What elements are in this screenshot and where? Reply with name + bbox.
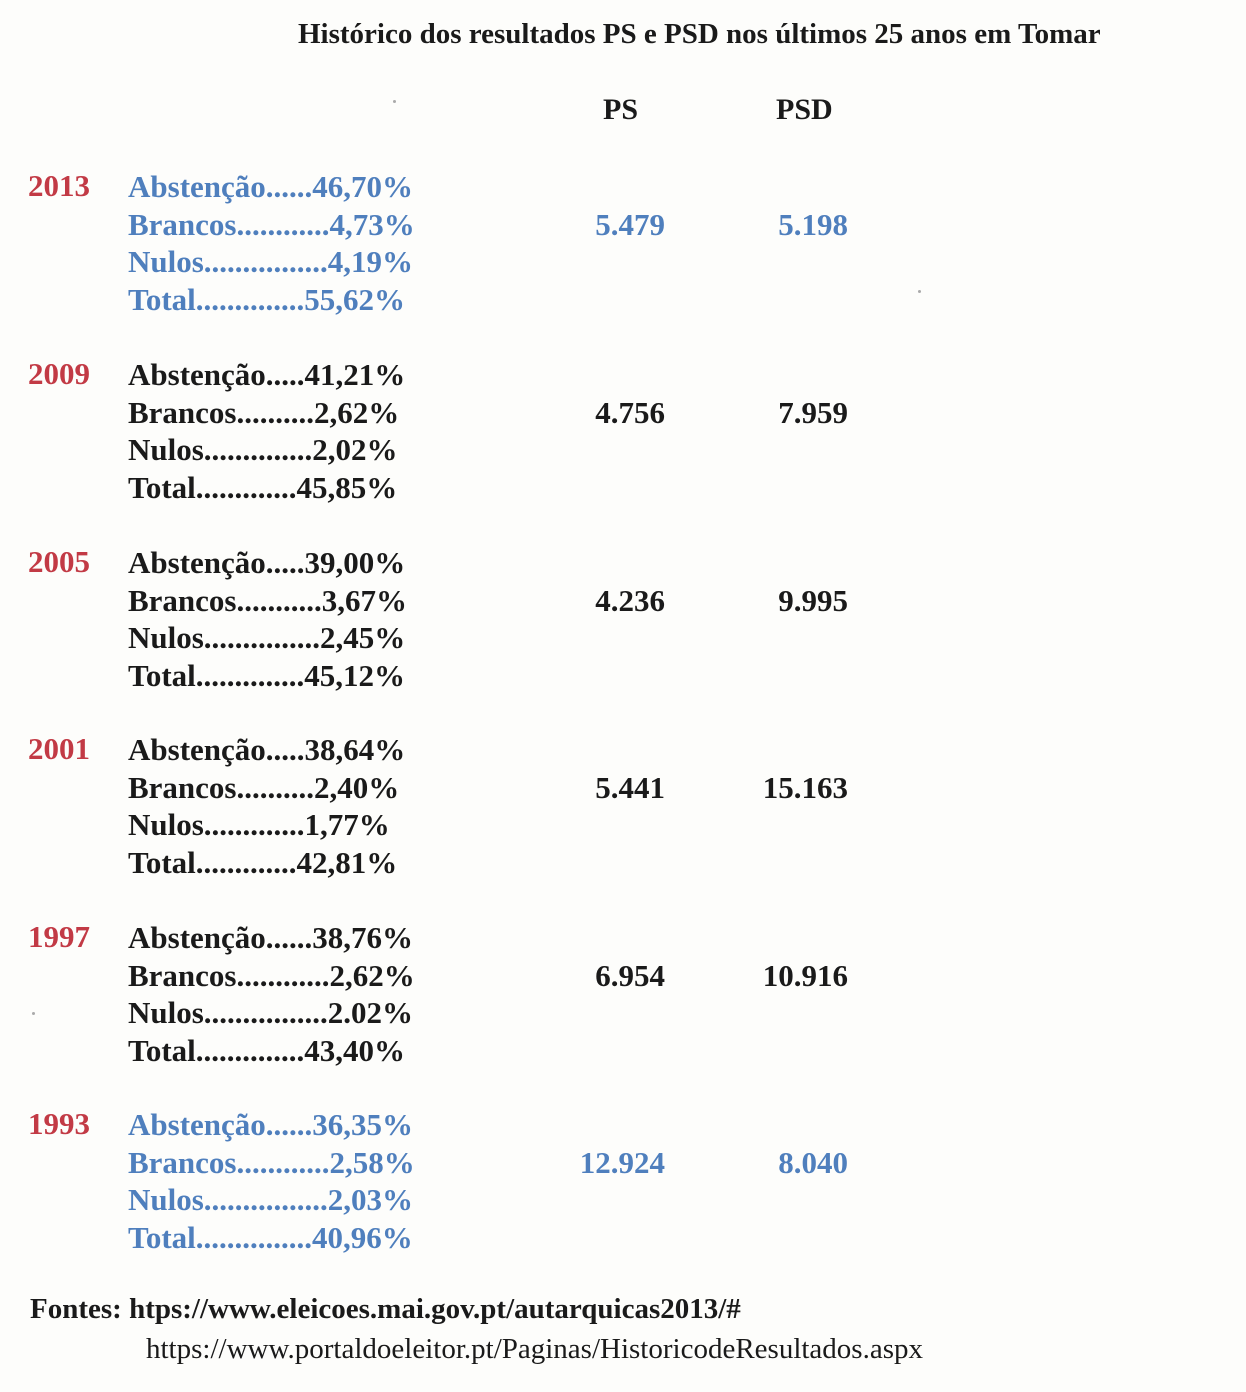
ps-votes: 4.236 [595, 582, 665, 618]
column-header-psd: PSD [776, 93, 833, 126]
nulos-stat: Nulos.............1,77% [128, 807, 390, 843]
total-stat: Total...............40,96% [128, 1219, 413, 1255]
election-block [0, 919, 1246, 1079]
abstencao-stat: Abstenção.....41,21% [128, 357, 406, 392]
ps-votes: 6.954 [595, 957, 665, 993]
psd-votes: 5.198 [778, 206, 848, 242]
brancos-stat: Brancos............2,58% [128, 1144, 415, 1180]
stats-list [128, 731, 448, 881]
sources-label: Fontes: [30, 1293, 122, 1325]
psd-votes: 9.995 [778, 582, 848, 618]
scan-speck [918, 290, 921, 293]
brancos-stat: Brancos............4,73% [128, 206, 415, 242]
stats-list [128, 1106, 448, 1256]
abstencao-stat: Abstenção......46,70% [128, 169, 414, 204]
psd-votes: 8.040 [778, 1144, 848, 1180]
brancos-stat: Brancos...........3,67% [128, 582, 407, 618]
source-link-2[interactable]: https://www.portaldoeleitor.pt/Paginas/HistoricodeResultados.aspx [146, 1333, 923, 1365]
ps-votes: 5.441 [595, 769, 665, 805]
election-year: 2001 [28, 731, 90, 766]
election-year: 1997 [28, 919, 90, 954]
nulos-stat: Nulos...............2,45% [128, 620, 406, 656]
total-stat: Total..............55,62% [128, 281, 406, 317]
election-block [0, 544, 1246, 704]
abstencao-stat: Abstenção......38,76% [128, 920, 414, 955]
brancos-stat: Brancos..........2,62% [128, 394, 400, 430]
brancos-stat: Brancos............2,62% [128, 957, 415, 993]
total-stat: Total.............45,85% [128, 469, 398, 505]
psd-votes: 15.163 [762, 769, 848, 805]
sources [30, 1293, 923, 1365]
scan-speck [32, 1012, 35, 1015]
ps-votes: 12.924 [579, 1144, 665, 1180]
election-year: 2005 [28, 544, 90, 579]
election-block [0, 168, 1246, 328]
abstencao-stat: Abstenção.....38,64% [128, 732, 406, 767]
nulos-stat: Nulos................2.02% [128, 995, 414, 1031]
total-stat: Total..............45,12% [128, 657, 406, 693]
total-stat: Total.............42,81% [128, 844, 398, 880]
psd-votes: 10.916 [762, 957, 848, 993]
ps-votes: 5.479 [595, 206, 665, 242]
election-block [0, 356, 1246, 516]
nulos-stat: Nulos................2,03% [128, 1182, 414, 1218]
stats-list [128, 168, 448, 318]
abstencao-stat: Abstenção.....39,00% [128, 545, 406, 580]
stats-list [128, 356, 448, 506]
page-title: Histórico dos resultados PS e PSD nos últimos 25 anos em Tomar [298, 18, 1101, 50]
column-header-ps: PS [603, 93, 639, 126]
scan-speck [393, 100, 396, 103]
election-block [0, 1106, 1246, 1266]
brancos-stat: Brancos..........2,40% [128, 769, 400, 805]
election-year: 1993 [28, 1106, 90, 1141]
nulos-stat: Nulos................4,19% [128, 244, 414, 280]
nulos-stat: Nulos..............2,02% [128, 432, 398, 468]
election-year: 2009 [28, 356, 90, 391]
election-block [0, 731, 1246, 891]
psd-votes: 7.959 [778, 394, 848, 430]
stats-list [128, 919, 448, 1069]
abstencao-stat: Abstenção......36,35% [128, 1107, 414, 1142]
election-year: 2013 [28, 168, 90, 203]
ps-votes: 4.756 [595, 394, 665, 430]
total-stat: Total..............43,40% [128, 1032, 406, 1068]
stats-list [128, 544, 448, 694]
source-link-1[interactable]: htps://www.eleicoes.mai.gov.pt/autarquicas2013/# [129, 1293, 741, 1325]
